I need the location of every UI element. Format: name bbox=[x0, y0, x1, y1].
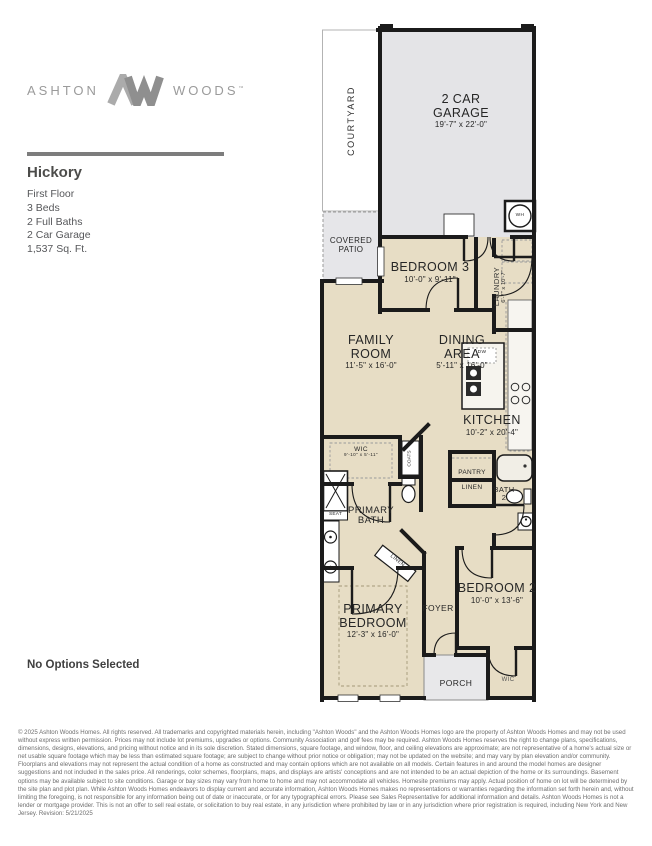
room-label-primary-bath: PRIMARY BATH bbox=[348, 505, 394, 527]
room-label-garage: 2 CAR GARAGE 19'-7" x 22'-0" bbox=[433, 92, 489, 129]
closet-label-linen-primary: LINEN bbox=[388, 553, 406, 569]
room-label-covered-patio: COVERED PATIO bbox=[329, 236, 373, 254]
room-label-dining-area: DINING AREA 5'-11" x 16'-0" bbox=[436, 333, 488, 370]
water-heater-label: WH bbox=[515, 212, 525, 218]
closet-label-linen-hall: LINEN bbox=[461, 484, 483, 491]
room-label-kitchen: KITCHEN 10'-2" x 20'-4" bbox=[463, 413, 521, 437]
fact-floor: First Floor bbox=[27, 188, 75, 200]
fact-baths: 2 Full Baths bbox=[27, 215, 83, 228]
room-label-courtyard: COURTYARD bbox=[345, 85, 356, 156]
dishwasher-label: DW bbox=[477, 350, 487, 355]
shower-seat-label: SEAT bbox=[329, 511, 342, 517]
closet-label-coats: COATS bbox=[407, 449, 413, 467]
room-label-primary-bedroom: PRIMARY BEDROOM 12'-3" x 16'-0" bbox=[339, 602, 407, 639]
options-note: No Options Selected bbox=[27, 659, 140, 671]
primary-toilet bbox=[402, 478, 415, 503]
room-label-bedroom2: BEDROOM 2 10'-0" x 13'-6" bbox=[457, 581, 537, 605]
room-label-bath2: BATH 2 bbox=[493, 485, 515, 503]
trademark-symbol: ™ bbox=[238, 85, 247, 92]
logo-text-woods: WOODS™ bbox=[172, 82, 247, 98]
bath2-tub bbox=[497, 455, 532, 481]
room-label-laundry: LAUNDRY 6'-7" x 10'-7" bbox=[492, 266, 508, 306]
logo-text-ashton: ASHTON bbox=[27, 82, 99, 98]
room-label-wic-bedroom2: WIC bbox=[501, 677, 515, 683]
room-label-family-room: FAMILY ROOM 11'-5" x 16'-0" bbox=[345, 333, 397, 370]
plan-title: Hickory bbox=[27, 164, 83, 181]
primary-vanity-sinks bbox=[322, 521, 339, 582]
room-label-bedroom3: BEDROOM 3 10'-0" x 9'-11" bbox=[390, 260, 470, 284]
closet-label-pantry: PANTRY bbox=[458, 469, 486, 476]
fact-sqft: 1,537 Sq. Ft. bbox=[27, 243, 88, 256]
fact-beds: 3 Beds bbox=[27, 201, 60, 214]
room-label-wic-primary: WIC 9'-10" x 5'-11" bbox=[344, 446, 378, 458]
legal-disclaimer: © 2025 Ashton Woods Homes. All rights reserved. All trademarks and copyrighted materials herein, including "Ashton Woods" and the Ashton Woods Homes logo are the property of Ashton Woods Homes and may not be used without express written permission. Prices may not include lot premiums, upgrades or options. Community Association and golf fees may be required. Ashton Woods Homes reserves the right to change plans, specifications, dimensions, designs, elevations, and pricing without notice and in its sole discretion. Stated dimensions, square footage, and window, floor, and ceiling elevations are approximate; are not representative of a home's actual size or net usable square footage which may be less than estimated square footage; are subject to change without prior notice or obligation; may not be updated on the website; and may vary by plan elevation and/or community. Floorplans and elevations may not represent the actual condition of a home as constructed and may contain options which are not available on all models. Certain features in and around the model homes are designer suggestions and not included in the sales price. All renderings, color schemes, floorplans, maps, and displays are artists' conceptions and are not intended to be an actual depiction of the home or its surroundings. Basement options may be available subject to site conditions. Garage or bay sizes may vary from home to home and may not accommodate all vehicles. Homesite premiums may apply. Actual position of home on lot will be determined by the site plan and plot plan. While Ashton Woods Homes endeavors to display current and accurate information, Ashton Woods Homes makes no representations or warranties regarding the information set forth herein and, without limiting the foregoing, is not responsible for any information being out of date or inaccurate, or for any typographical errors. Please see Sales Representative for additional information and details. Ashton Woods Homes is not a lender or mortgage provider. This is not an offer to sell real estate, or solicitation to buy real estate, in any jurisdiction where prohibited by law or in any jurisdiction where prior registration is required, including New York and New Jersey. Revision: 5/21/2025 bbox=[18, 729, 634, 817]
garage-step bbox=[444, 214, 474, 236]
room-label-porch: PORCH bbox=[439, 678, 473, 688]
fact-garage: 2 Car Garage bbox=[27, 229, 91, 242]
room-label-foyer: FOYER bbox=[422, 603, 454, 613]
